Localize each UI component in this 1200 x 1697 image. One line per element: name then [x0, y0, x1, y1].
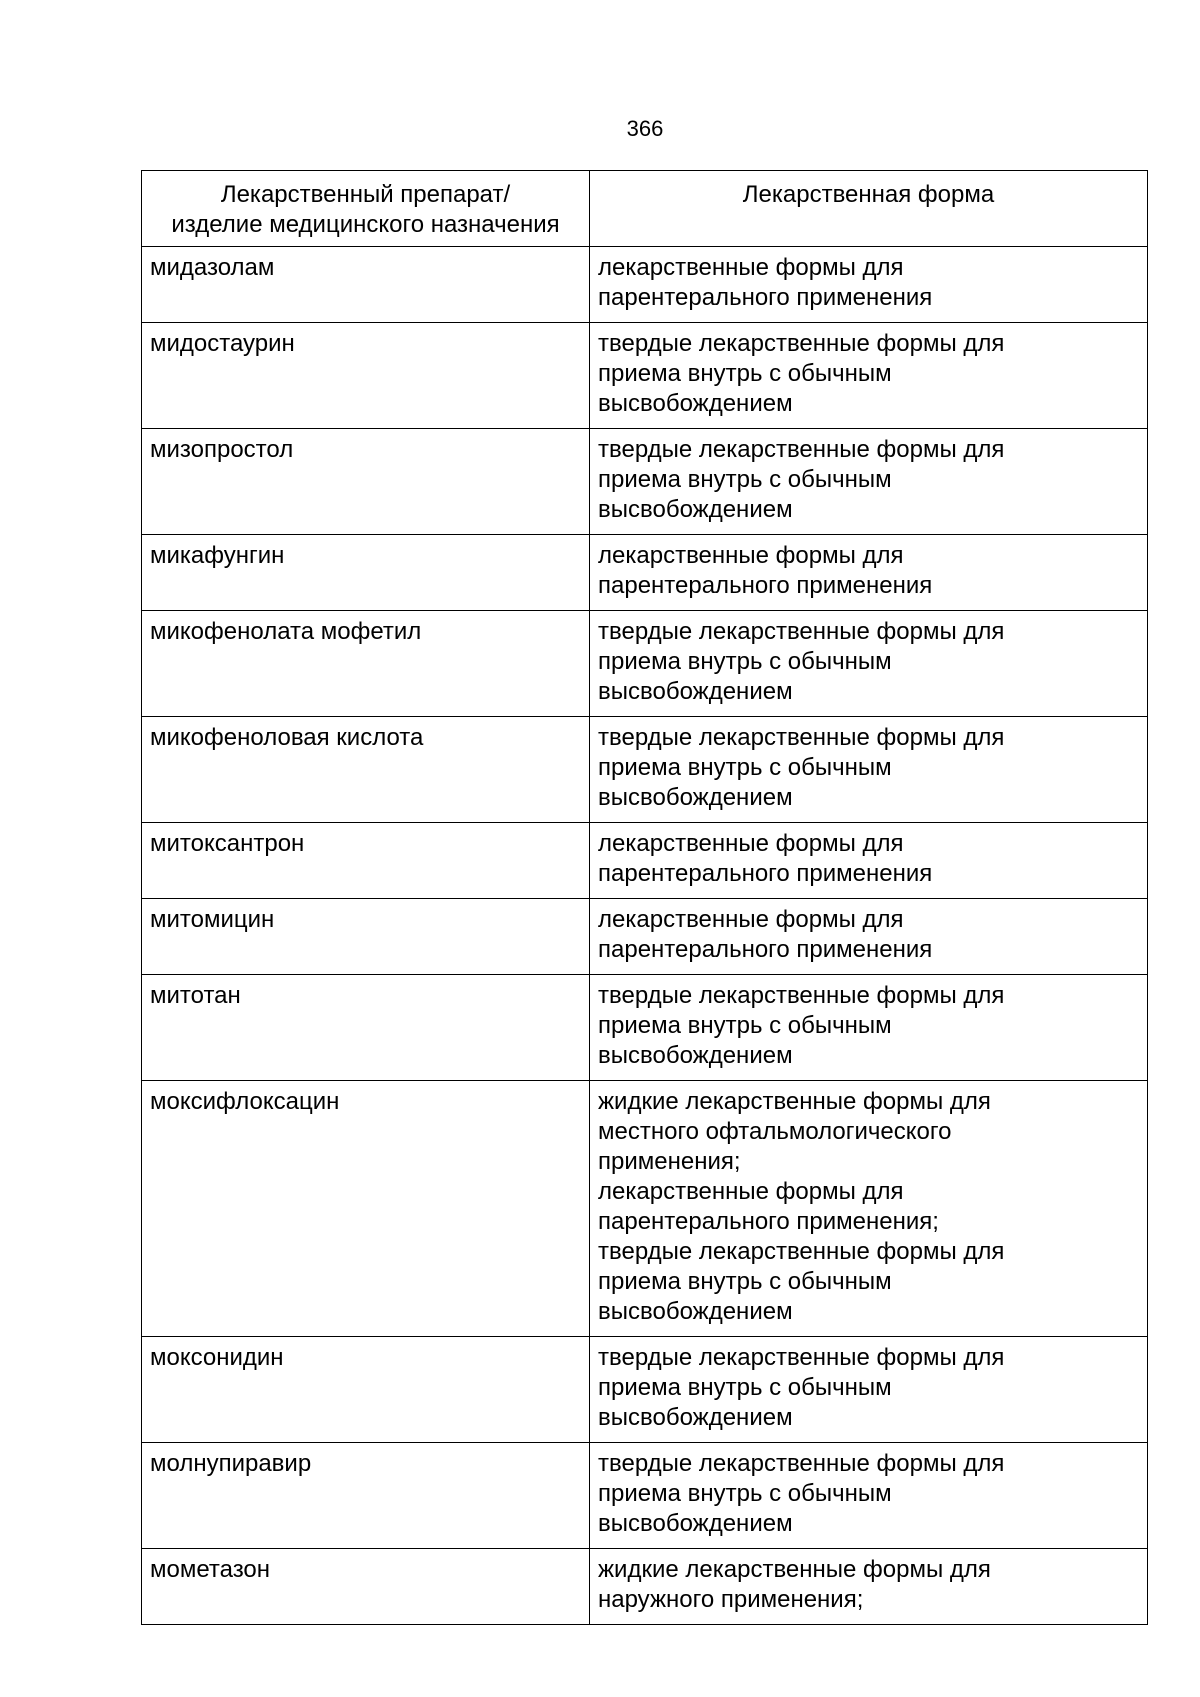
dosage-form-cell	[590, 323, 1148, 429]
dosage-form-line: твердые лекарственные формы для	[598, 436, 1005, 463]
drug-name-cell: мидазолам	[142, 247, 590, 323]
dosage-form-cell	[590, 975, 1148, 1081]
drug-name-cell: митотан	[142, 975, 590, 1081]
table-row	[142, 1337, 1148, 1443]
dosage-form-line: высвобождением	[598, 784, 793, 811]
drug-name-cell: моксонидин	[142, 1337, 590, 1443]
dosage-form-cell	[590, 1081, 1148, 1337]
dosage-form-cell	[590, 1443, 1148, 1549]
dosage-form-line: твердые лекарственные формы для	[598, 724, 1005, 751]
table-row	[142, 611, 1148, 717]
dosage-form-line: высвобождением	[598, 496, 793, 523]
dosage-form-line: высвобождением	[598, 678, 793, 705]
page-number: 366	[626, 116, 664, 141]
dosage-form-line: твердые лекарственные формы для	[598, 330, 1005, 357]
dosage-form-line: высвобождением	[598, 1042, 793, 1069]
drug-name-cell: митомицин	[142, 899, 590, 975]
table-row	[142, 1443, 1148, 1549]
table-row	[142, 823, 1148, 899]
dosage-form-cell	[590, 429, 1148, 535]
dosage-form-cell	[590, 1337, 1148, 1443]
dosage-form-line: приема внутрь с обычным	[598, 466, 892, 493]
dosage-form-line: высвобождением	[598, 1404, 793, 1431]
dosage-form-line: лекарственные формы для	[598, 254, 904, 281]
table-row	[142, 429, 1148, 535]
table-row	[142, 535, 1148, 611]
dosage-form-line: приема внутрь с обычным	[598, 1374, 892, 1401]
dosage-form-line: приема внутрь с обычным	[598, 1480, 892, 1507]
table-row	[142, 717, 1148, 823]
table-row	[142, 975, 1148, 1081]
dosage-form-cell	[590, 717, 1148, 823]
header-form	[590, 171, 1148, 247]
dosage-form-line: приема внутрь с обычным	[598, 1268, 892, 1295]
table-row	[142, 1081, 1148, 1337]
dosage-form-line: применения;	[598, 1148, 741, 1175]
dosage-form-line: твердые лекарственные формы для	[598, 982, 1005, 1009]
dosage-form-line: лекарственные формы для	[598, 542, 904, 569]
header-form-line: Лекарственная форма	[742, 181, 995, 208]
dosage-form-line: приема внутрь с обычным	[598, 754, 892, 781]
drug-name-cell: молнупиравир	[142, 1443, 590, 1549]
dosage-form-line: приема внутрь с обычным	[598, 360, 892, 387]
dosage-form-line: лекарственные формы для	[598, 906, 904, 933]
dosage-form-line: высвобождением	[598, 1510, 793, 1537]
header-drug-line: изделие медицинского назначения	[171, 211, 560, 238]
table-row	[142, 323, 1148, 429]
dosage-form-line: высвобождением	[598, 1298, 793, 1325]
dosage-form-line: твердые лекарственные формы для	[598, 618, 1005, 645]
drug-name-cell: микофеноловая кислота	[142, 717, 590, 823]
dosage-form-line: твердые лекарственные формы для	[598, 1238, 1005, 1265]
dosage-form-line: жидкие лекарственные формы для	[598, 1556, 991, 1583]
dosage-form-line: жидкие лекарственные формы для	[598, 1088, 991, 1115]
drug-name-cell: мидостаурин	[142, 323, 590, 429]
drug-name-cell: мизопростол	[142, 429, 590, 535]
table-row	[142, 1549, 1148, 1625]
dosage-form-line: лекарственные формы для	[598, 830, 904, 857]
dosage-form-cell	[590, 899, 1148, 975]
dosage-form-line: парентерального применения	[598, 572, 933, 599]
drug-name-cell: микафунгин	[142, 535, 590, 611]
dosage-form-line: парентерального применения	[598, 284, 933, 311]
table-row	[142, 247, 1148, 323]
table-row	[142, 899, 1148, 975]
dosage-form-line: местного офтальмологического	[598, 1118, 952, 1145]
dosage-form-cell	[590, 1549, 1148, 1625]
drug-name-cell: моксифлоксацин	[142, 1081, 590, 1337]
drug-form-table	[141, 170, 1148, 1625]
dosage-form-line: парентерального применения	[598, 860, 933, 887]
drug-name-cell: мометазон	[142, 1549, 590, 1625]
dosage-form-line: парентерального применения	[598, 936, 933, 963]
dosage-form-line: лекарственные формы для	[598, 1178, 904, 1205]
header-drug	[142, 171, 590, 247]
dosage-form-line: твердые лекарственные формы для	[598, 1344, 1005, 1371]
header-drug-line: Лекарственный препарат/	[220, 181, 511, 208]
dosage-form-line: твердые лекарственные формы для	[598, 1450, 1005, 1477]
dosage-form-line: высвобождением	[598, 390, 793, 417]
dosage-form-cell	[590, 247, 1148, 323]
dosage-form-line: наружного применения;	[598, 1586, 864, 1613]
dosage-form-line: парентерального применения;	[598, 1208, 939, 1235]
drug-name-cell: митоксантрон	[142, 823, 590, 899]
dosage-form-cell	[590, 611, 1148, 717]
dosage-form-line: приема внутрь с обычным	[598, 648, 892, 675]
dosage-form-cell	[590, 823, 1148, 899]
table-header-row	[142, 171, 1148, 247]
dosage-form-line: приема внутрь с обычным	[598, 1012, 892, 1039]
table-body	[142, 247, 1148, 1625]
drug-name-cell: микофенолата мофетил	[142, 611, 590, 717]
dosage-form-cell	[590, 535, 1148, 611]
